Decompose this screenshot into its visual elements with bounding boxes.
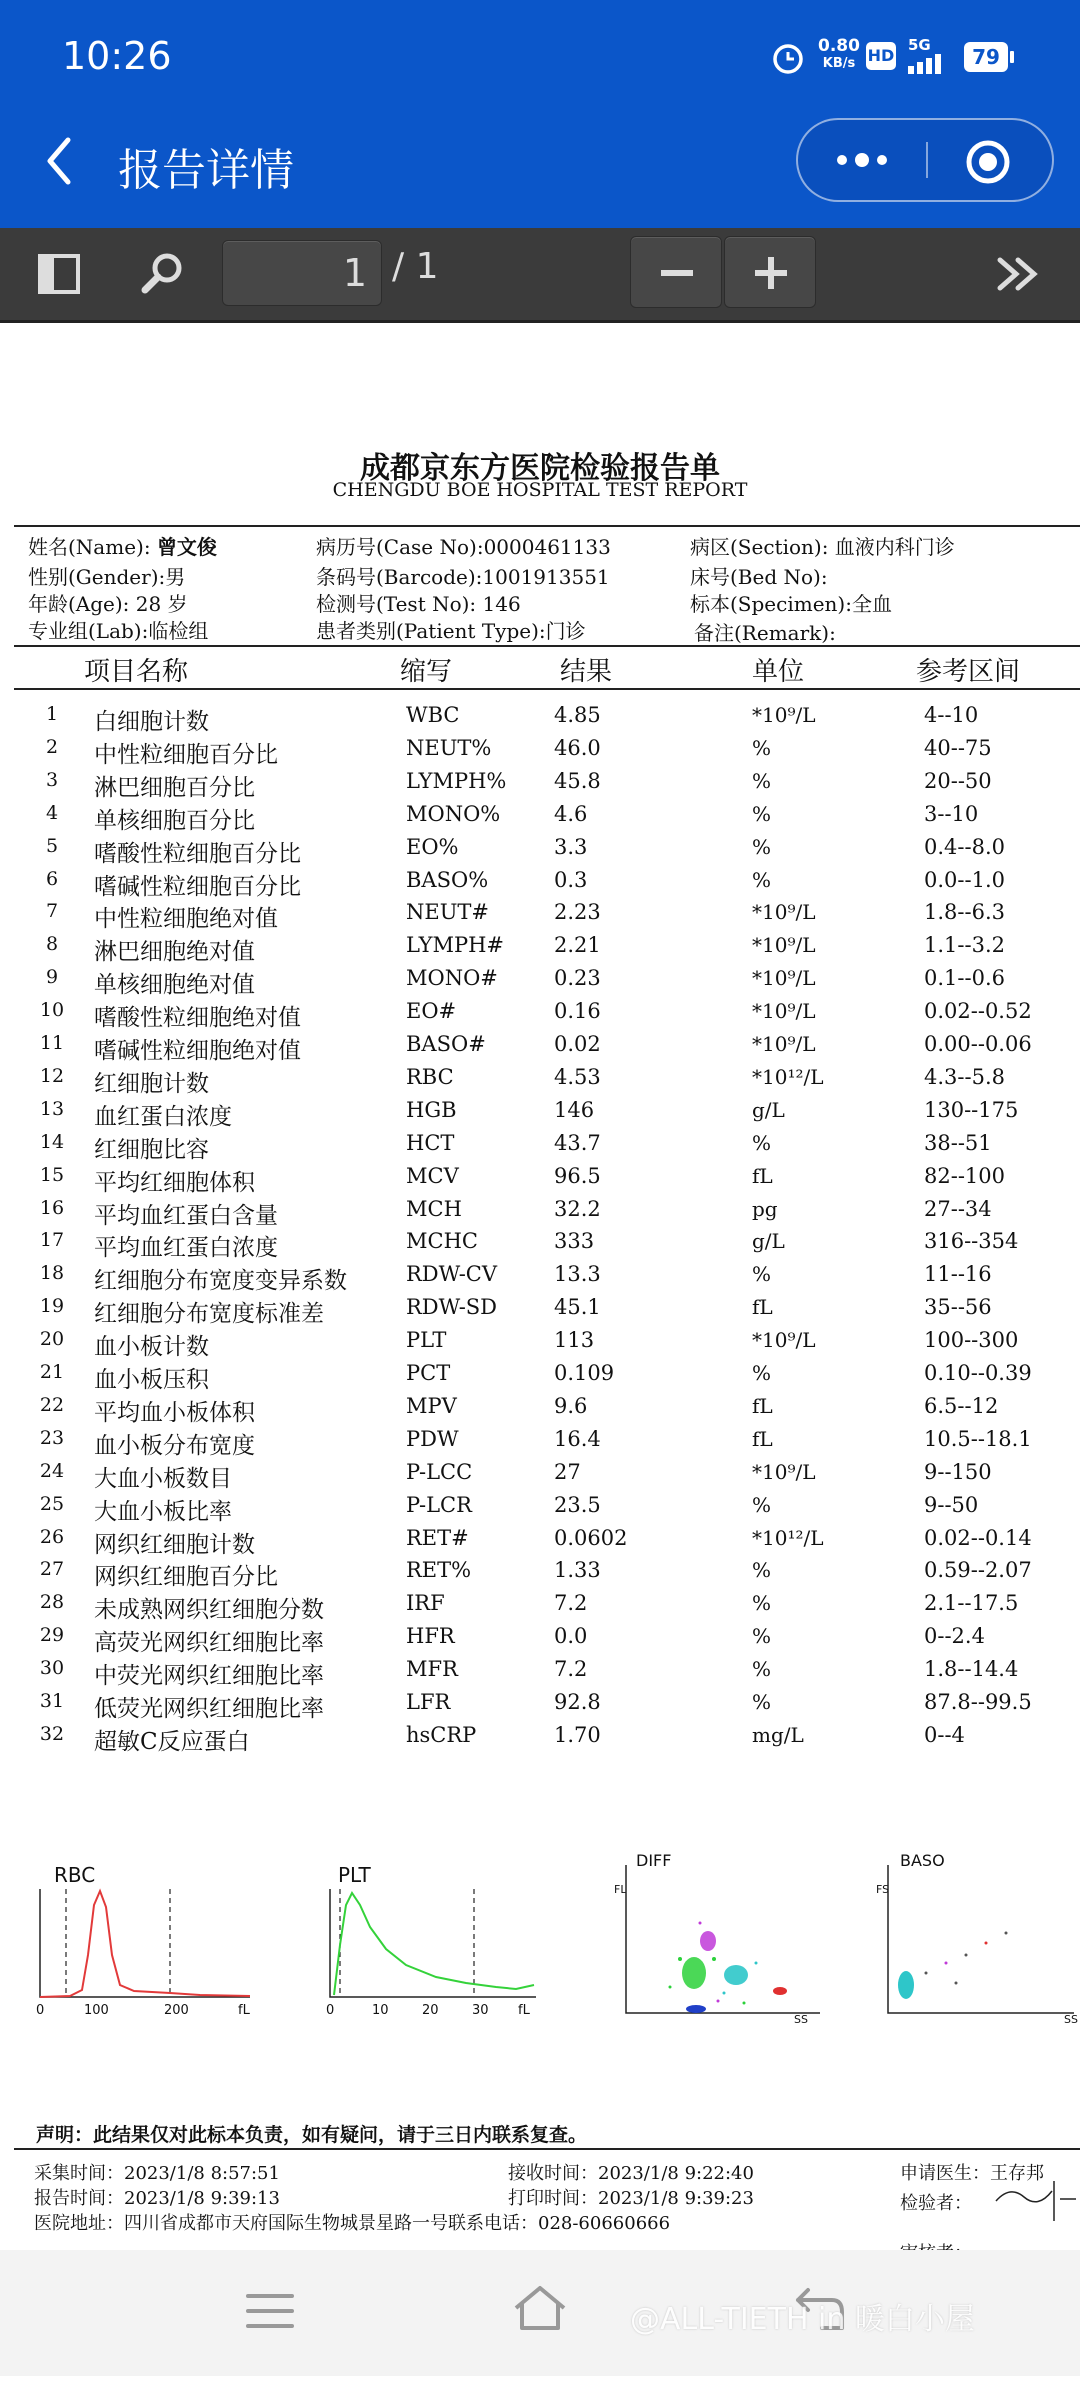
status-time: 10:26 — [62, 34, 172, 78]
item-ref-range: 38--51 — [924, 1131, 992, 1155]
item-ref-range: 0.1--0.6 — [924, 966, 1005, 990]
name-value: 曾文俊 — [156, 535, 217, 559]
item-result: 146 — [554, 1098, 595, 1122]
item-name: 嗜酸性粒细胞百分比 — [94, 841, 301, 867]
item-abbr: RET# — [406, 1526, 469, 1550]
item-abbr: PLT — [406, 1328, 447, 1352]
status-bar — [0, 0, 1080, 118]
lab-value: 临检组 — [148, 619, 209, 643]
item-abbr: MFR — [406, 1657, 458, 1681]
row-number: 24 — [39, 1460, 65, 1482]
item-name: 网织红细胞百分比 — [94, 1564, 278, 1590]
item-name: 未成熟网织红细胞分数 — [94, 1597, 324, 1623]
item-unit: g/L — [752, 1229, 785, 1253]
item-unit: g/L — [752, 1098, 785, 1122]
item-unit: fL — [752, 1295, 773, 1319]
item-abbr: P-LCR — [406, 1493, 472, 1517]
item-result: 2.21 — [554, 933, 601, 957]
capsule-divider — [926, 142, 928, 178]
net-unit: KB/s — [822, 56, 856, 71]
row-number: 28 — [39, 1591, 65, 1613]
case-value: 0000461133 — [483, 535, 611, 559]
item-result: 4.6 — [554, 802, 588, 826]
item-result: 9.6 — [554, 1394, 588, 1418]
item-abbr: P-LCC — [406, 1460, 473, 1484]
item-unit: % — [752, 1361, 772, 1385]
item-result: 0.16 — [554, 999, 601, 1023]
item-unit: *10⁹/L — [752, 1032, 816, 1056]
item-result: 96.5 — [554, 1164, 601, 1188]
lab-label: 专业组(Lab): — [28, 619, 149, 643]
item-result: 45.1 — [554, 1295, 601, 1319]
item-result: 23.5 — [554, 1493, 601, 1517]
barcode-value: 1001913551 — [482, 565, 610, 589]
item-name: 大血小板比率 — [94, 1499, 232, 1525]
item-name: 平均血小板体积 — [94, 1400, 255, 1426]
row-number: 26 — [39, 1526, 65, 1548]
rbc-graph-title: RBC — [54, 1863, 96, 1887]
divider — [14, 2148, 1080, 2150]
mini-program-capsule — [796, 118, 1054, 202]
item-abbr: MCH — [406, 1197, 462, 1221]
row-number: 21 — [39, 1361, 65, 1383]
item-abbr: RDW-CV — [406, 1262, 498, 1286]
item-abbr: NEUT# — [406, 900, 490, 924]
item-ref-range: 1.8--14.4 — [924, 1657, 1019, 1681]
item-abbr: MONO% — [406, 802, 501, 826]
item-ref-range: 40--75 — [924, 736, 992, 760]
item-abbr: RET% — [406, 1558, 472, 1582]
item-abbr: MCHC — [406, 1229, 478, 1253]
close-program-icon[interactable] — [964, 138, 1012, 186]
row-number: 20 — [39, 1328, 65, 1350]
item-unit: fL — [752, 1427, 773, 1451]
specimen-value: 全血 — [851, 592, 892, 616]
rbc-tick: 0 — [36, 2003, 45, 2018]
item-result: 32.2 — [554, 1197, 601, 1221]
item-ref-range: 0.00--0.06 — [924, 1032, 1032, 1056]
item-result: 2.23 — [554, 900, 601, 924]
item-result: 0.109 — [554, 1361, 615, 1385]
specimen-label: 标本(Specimen): — [690, 592, 852, 616]
item-unit: *10¹²/L — [752, 1065, 824, 1089]
item-ref-range: 0.02--0.14 — [924, 1526, 1032, 1550]
item-result: 0.3 — [554, 868, 588, 892]
item-name: 血小板分布宽度 — [94, 1433, 255, 1459]
item-name: 淋巴细胞百分比 — [94, 775, 255, 801]
item-unit: fL — [752, 1164, 773, 1188]
item-result: 16.4 — [554, 1427, 601, 1451]
item-name: 血小板计数 — [94, 1334, 209, 1360]
item-result: 13.3 — [554, 1262, 601, 1286]
baso-graph-title: BASO — [900, 1851, 945, 1870]
item-abbr: MONO# — [406, 966, 498, 990]
item-ref-range: 100--300 — [924, 1328, 1019, 1352]
item-unit: *10⁹/L — [752, 1460, 816, 1484]
diff-scatterplot — [624, 1863, 824, 2023]
item-abbr: NEUT% — [406, 736, 492, 760]
item-unit: *10⁹/L — [752, 703, 816, 727]
rbc-tick: fL — [238, 2003, 250, 2018]
item-unit: fL — [752, 1394, 773, 1418]
item-name: 中荧光网织红细胞比率 — [94, 1663, 324, 1689]
signature-scribble — [990, 2175, 1080, 2225]
item-name: 白细胞计数 — [94, 709, 209, 735]
item-abbr: RDW-SD — [406, 1295, 498, 1319]
item-unit: mg/L — [752, 1723, 804, 1747]
item-result: 0.0602 — [554, 1526, 628, 1550]
report-time: 报告时间：2023/1/8 9:39:13 — [34, 2188, 280, 2209]
item-name: 嗜碱性粒细胞百分比 — [94, 874, 301, 900]
item-result: 333 — [554, 1229, 595, 1253]
battery-tip — [1010, 51, 1014, 63]
item-result: 43.7 — [554, 1131, 601, 1155]
item-unit: % — [752, 1131, 772, 1155]
item-unit: % — [752, 1262, 772, 1286]
battery-icon — [964, 42, 1008, 72]
row-number: 30 — [39, 1657, 65, 1679]
item-name: 超敏C反应蛋白 — [94, 1729, 250, 1755]
item-name: 平均血红蛋白含量 — [94, 1203, 278, 1229]
report-document — [0, 323, 1080, 2250]
report-title: 成都京东方医院检验报告单 — [360, 451, 720, 486]
item-ref-range: 0.59--2.07 — [924, 1558, 1032, 1582]
diff-ylabel: FL — [614, 1883, 627, 1896]
item-abbr: PCT — [406, 1361, 451, 1385]
case-label: 病历号(Case No): — [316, 535, 484, 559]
test-label: 检测号(Test No): — [316, 592, 477, 616]
item-unit: % — [752, 1493, 772, 1517]
item-abbr: hsCRP — [406, 1723, 477, 1747]
item-ref-range: 82--100 — [924, 1164, 1005, 1188]
collect-time: 采集时间：2023/1/8 8:57:51 — [34, 2163, 280, 2184]
age-value: 28 岁 — [135, 592, 188, 616]
sidebar-toggle-icon[interactable] — [38, 254, 80, 294]
row-number: 29 — [39, 1624, 65, 1646]
item-name: 红细胞分布宽度标准差 — [94, 1301, 324, 1327]
item-abbr: LFR — [406, 1690, 451, 1714]
item-abbr: LYMPH# — [406, 933, 505, 957]
item-ref-range: 0--4 — [924, 1723, 965, 1747]
zoom-in-button[interactable] — [724, 236, 816, 308]
item-result: 0.0 — [554, 1624, 588, 1648]
row-number: 15 — [39, 1164, 65, 1186]
battery-level: 79 — [972, 45, 1000, 69]
zoom-out-button[interactable] — [630, 236, 722, 308]
net-speed: 0.80 — [818, 36, 860, 56]
item-ref-range: 0--2.4 — [924, 1624, 985, 1648]
item-name: 平均红细胞体积 — [94, 1170, 255, 1196]
item-ref-range: 87.8--99.5 — [924, 1690, 1032, 1714]
item-abbr: WBC — [406, 703, 460, 727]
divider — [14, 688, 1080, 690]
diff-xlabel: SS — [794, 2013, 808, 2026]
row-number: 4 — [45, 802, 59, 824]
item-ref-range: 1.1--3.2 — [924, 933, 1005, 957]
row-number: 7 — [45, 900, 59, 922]
item-abbr: RBC — [406, 1065, 454, 1089]
item-name: 中性粒细胞绝对值 — [94, 906, 278, 932]
age-label: 年龄(Age): — [28, 592, 130, 616]
row-number: 13 — [39, 1098, 65, 1120]
row-number: 32 — [39, 1723, 65, 1745]
item-abbr: EO% — [406, 835, 459, 859]
alarm-icon — [770, 40, 806, 76]
item-name: 高荧光网织红细胞比率 — [94, 1630, 324, 1656]
item-ref-range: 6.5--12 — [924, 1394, 999, 1418]
item-name: 网织红细胞计数 — [94, 1532, 255, 1558]
item-name: 红细胞比容 — [94, 1137, 209, 1163]
item-abbr: BASO# — [406, 1032, 486, 1056]
item-ref-range: 0.02--0.52 — [924, 999, 1032, 1023]
signal-icon — [908, 52, 952, 74]
row-number: 23 — [39, 1427, 65, 1449]
item-abbr: MPV — [406, 1394, 457, 1418]
item-result: 0.23 — [554, 966, 601, 990]
item-ref-range: 27--34 — [924, 1197, 992, 1221]
section-label: 病区(Section): — [690, 535, 829, 559]
item-name: 单核细胞百分比 — [94, 808, 255, 834]
item-unit: % — [752, 802, 772, 826]
row-number: 5 — [45, 835, 59, 857]
row-number: 2 — [45, 736, 59, 758]
col-header-item: 项目名称 — [84, 657, 189, 687]
item-ref-range: 0.4--8.0 — [924, 835, 1005, 859]
section-value: 血液内科门诊 — [834, 535, 955, 559]
item-abbr: HCT — [406, 1131, 455, 1155]
item-result: 4.53 — [554, 1065, 601, 1089]
row-number: 12 — [39, 1065, 65, 1087]
item-name: 血小板压积 — [94, 1367, 209, 1393]
item-result: 0.02 — [554, 1032, 601, 1056]
row-number: 11 — [39, 1032, 65, 1054]
gender-label: 性别(Gender): — [28, 565, 166, 589]
item-name: 中性粒细胞百分比 — [94, 742, 278, 768]
plt-tick: 30 — [472, 2003, 489, 2018]
item-result: 46.0 — [554, 736, 601, 760]
item-ref-range: 1.8--6.3 — [924, 900, 1005, 924]
search-icon[interactable] — [140, 250, 186, 296]
item-result: 7.2 — [554, 1657, 588, 1681]
barcode-label: 条码号(Barcode): — [316, 565, 483, 589]
item-abbr: HFR — [406, 1624, 455, 1648]
item-unit: % — [752, 1591, 772, 1615]
item-name: 嗜酸性粒细胞绝对值 — [94, 1005, 301, 1031]
item-unit: % — [752, 736, 772, 760]
row-number: 19 — [39, 1295, 65, 1317]
item-unit: % — [752, 1690, 772, 1714]
item-unit: % — [752, 769, 772, 793]
divider — [14, 525, 1080, 527]
item-name: 红细胞分布宽度变异系数 — [94, 1268, 347, 1294]
item-ref-range: 35--56 — [924, 1295, 992, 1319]
item-result: 1.33 — [554, 1558, 601, 1582]
plt-tick: 0 — [326, 2003, 335, 2018]
item-name: 平均血红蛋白浓度 — [94, 1235, 278, 1261]
item-abbr: HGB — [406, 1098, 457, 1122]
item-ref-range: 11--16 — [924, 1262, 992, 1286]
requesting-doctor: 申请医生：王存邦 — [900, 2163, 1044, 2184]
remark-label: 备注(Remark): — [694, 621, 836, 645]
rbc-histogram — [30, 1885, 260, 2025]
item-ref-range: 4--10 — [924, 703, 979, 727]
item-unit: % — [752, 835, 772, 859]
item-unit: *10⁹/L — [752, 1328, 816, 1352]
item-name: 大血小板数目 — [94, 1466, 232, 1492]
inspector-label: 检验者： — [900, 2193, 972, 2214]
gender-value: 男 — [165, 565, 186, 589]
plt-tick: 20 — [422, 2003, 439, 2018]
item-result: 1.70 — [554, 1723, 601, 1747]
item-abbr: MCV — [406, 1164, 459, 1188]
row-number: 16 — [39, 1197, 65, 1219]
col-header-ref: 参考区间 — [916, 657, 1021, 687]
item-abbr: EO# — [406, 999, 457, 1023]
baso-scatterplot — [886, 1863, 1076, 2023]
network-type: 5G — [908, 36, 931, 54]
col-header-result: 结果 — [560, 657, 613, 687]
item-abbr: BASO% — [406, 868, 489, 892]
item-unit: % — [752, 1624, 772, 1648]
item-abbr: IRF — [406, 1591, 445, 1615]
item-name: 血红蛋白浓度 — [94, 1104, 232, 1130]
item-result: 4.85 — [554, 703, 601, 727]
item-unit: pg — [752, 1197, 778, 1221]
row-number: 22 — [39, 1394, 65, 1416]
item-unit: *10⁹/L — [752, 900, 816, 924]
watermark: @ALL-TIETH in 暖白小屋 — [630, 2302, 975, 2337]
item-ref-range: 130--175 — [924, 1098, 1019, 1122]
item-result: 7.2 — [554, 1591, 588, 1615]
row-number: 27 — [39, 1558, 65, 1580]
item-ref-range: 9--150 — [924, 1460, 992, 1484]
item-ref-range: 0.0--1.0 — [924, 868, 1005, 892]
row-number: 14 — [39, 1131, 65, 1153]
patient-type-value: 门诊 — [545, 619, 586, 643]
item-unit: *10⁹/L — [752, 966, 816, 990]
item-ref-range: 2.1--17.5 — [924, 1591, 1019, 1615]
plt-tick: 10 — [372, 2003, 389, 2018]
row-number: 8 — [45, 933, 59, 955]
row-number: 3 — [45, 769, 59, 791]
page-number-input[interactable]: 1 — [222, 240, 382, 306]
row-number: 25 — [39, 1493, 65, 1515]
item-ref-range: 9--50 — [924, 1493, 979, 1517]
item-name: 红细胞计数 — [94, 1071, 209, 1097]
item-name: 单核细胞绝对值 — [94, 972, 255, 998]
row-number: 6 — [45, 868, 59, 890]
bed-label: 床号(Bed No): — [690, 565, 828, 589]
item-result: 113 — [554, 1328, 595, 1352]
item-unit: *10¹²/L — [752, 1526, 824, 1550]
print-time: 打印时间：2023/1/8 9:39:23 — [508, 2188, 754, 2209]
item-unit: % — [752, 868, 772, 892]
row-number: 31 — [39, 1690, 65, 1712]
plt-tick: fL — [518, 2003, 530, 2018]
item-unit: *10⁹/L — [752, 999, 816, 1023]
item-unit: *10⁹/L — [752, 933, 816, 957]
baso-ylabel: FS — [876, 1883, 890, 1896]
item-ref-range: 3--10 — [924, 802, 979, 826]
home-icon[interactable] — [510, 2282, 570, 2334]
plt-graph-title: PLT — [338, 1863, 371, 1887]
name-label: 姓名(Name): — [28, 535, 151, 559]
item-abbr: PDW — [406, 1427, 459, 1451]
divider — [14, 645, 1080, 647]
menu-icon[interactable] — [244, 2290, 296, 2332]
row-number: 17 — [39, 1229, 65, 1251]
hospital-address: 医院地址：四川省成都市天府国际生物城景星路一号联系电话：028-60660666 — [34, 2213, 671, 2234]
item-result: 27 — [554, 1460, 581, 1484]
item-ref-range: 4.3--5.8 — [924, 1065, 1005, 1089]
item-abbr: LYMPH% — [406, 769, 507, 793]
item-name: 低荧光网织红细胞比率 — [94, 1696, 324, 1722]
system-nav-bar — [0, 2250, 1080, 2376]
row-number: 10 — [39, 999, 65, 1021]
test-value: 146 — [482, 592, 521, 616]
page-total: / 1 — [392, 246, 439, 287]
item-ref-range: 0.10--0.39 — [924, 1361, 1032, 1385]
item-result: 45.8 — [554, 769, 601, 793]
rbc-tick: 200 — [164, 2003, 189, 2018]
rbc-tick: 100 — [84, 2003, 109, 2018]
page-title: 报告详情 — [118, 145, 294, 196]
item-unit: % — [752, 1558, 772, 1582]
more-icon[interactable] — [832, 148, 892, 172]
patient-type-label: 患者类别(Patient Type): — [316, 619, 546, 643]
item-ref-range: 10.5--18.1 — [924, 1427, 1032, 1451]
row-number: 1 — [45, 703, 59, 725]
minus-icon — [661, 270, 693, 276]
item-result: 92.8 — [554, 1690, 601, 1714]
row-number: 18 — [39, 1262, 65, 1284]
report-title-en: CHENGDU BOE HOSPITAL TEST REPORT — [332, 479, 748, 501]
pdf-toolbar — [0, 228, 1080, 323]
item-result: 3.3 — [554, 835, 588, 859]
diff-graph-title: DIFF — [636, 1851, 672, 1870]
double-chevron-right-icon[interactable] — [996, 254, 1042, 294]
item-name: 嗜碱性粒细胞绝对值 — [94, 1038, 301, 1064]
item-unit: % — [752, 1657, 772, 1681]
disclaimer: 声明：此结果仅对此标本负责，如有疑问，请于三日内联系复查。 — [36, 2124, 588, 2146]
baso-xlabel: SS — [1064, 2013, 1078, 2026]
col-header-unit: 单位 — [752, 657, 805, 687]
receive-time: 接收时间：2023/1/8 9:22:40 — [508, 2163, 754, 2184]
hd-badge: HD — [866, 42, 896, 70]
col-header-abbr: 缩写 — [400, 657, 453, 687]
back-icon[interactable] — [40, 136, 80, 186]
row-number: 9 — [45, 966, 59, 988]
item-name: 淋巴细胞绝对值 — [94, 939, 255, 965]
item-ref-range: 316--354 — [924, 1229, 1019, 1253]
item-ref-range: 20--50 — [924, 769, 992, 793]
